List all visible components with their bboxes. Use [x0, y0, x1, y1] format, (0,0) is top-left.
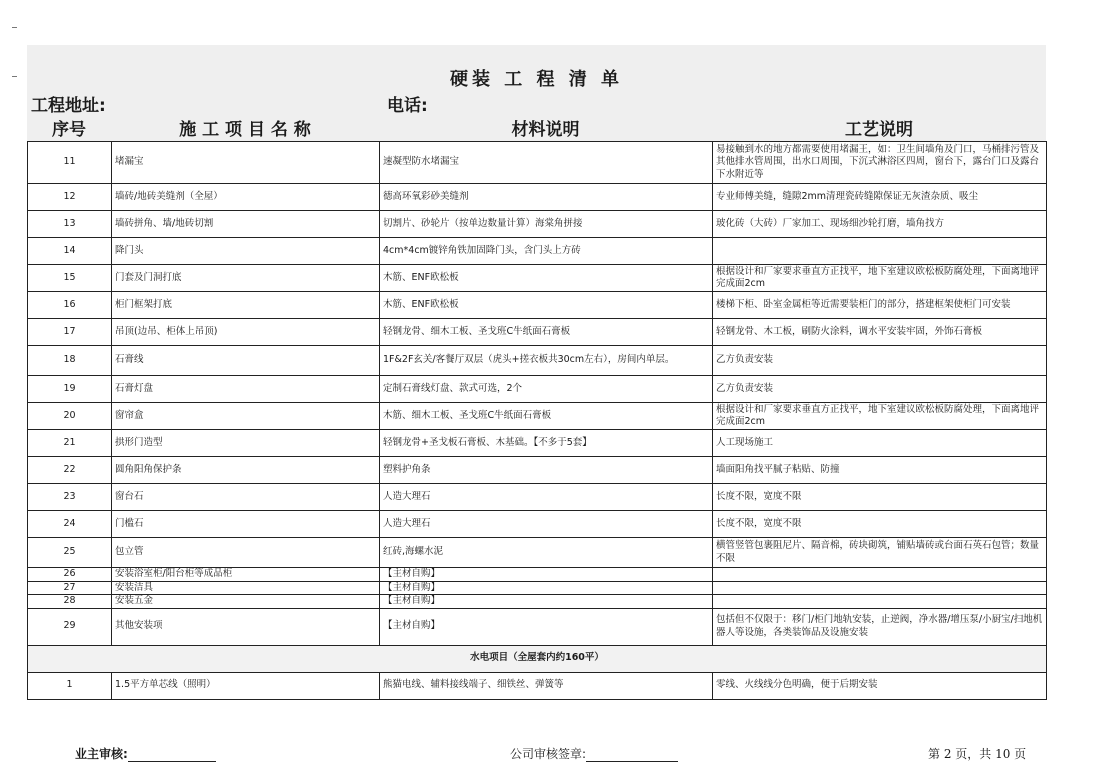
items-table: [27, 141, 1047, 700]
material-description: 德高环氧彩砂美缝剂: [380, 184, 713, 211]
item-name: 安装五金: [112, 595, 380, 609]
column-header-material: 材料说明: [511, 120, 580, 140]
row-number: 12: [28, 184, 112, 211]
process-description: 横管竖管包裹阻尼片、隔音棉，砖块砌筑，铺贴墙砖或台面石英石包管；数量不限: [713, 538, 1047, 568]
row-number: 14: [28, 238, 112, 265]
section-header-row: [28, 645, 1047, 672]
table-row: [28, 568, 1047, 582]
item-name: 圆角阳角保护条: [112, 457, 380, 484]
process-description: [713, 595, 1047, 609]
table-row: [28, 484, 1047, 511]
material-description: 轻钢龙骨、细木工板、圣戈班C牛纸面石膏板: [380, 319, 713, 346]
material-description: 4cm*4cm镀锌角铁加固降门头，含门头上方砖: [380, 238, 713, 265]
row-number: 28: [28, 595, 112, 609]
item-name: 门套及门洞打底: [112, 265, 380, 292]
row-number: 18: [28, 346, 112, 376]
item-name: 窗台石: [112, 484, 380, 511]
process-description: 乙方负责安装: [713, 346, 1047, 376]
item-name: 降门头: [112, 238, 380, 265]
item-name: 堵漏宝: [112, 142, 380, 184]
item-name: 门槛石: [112, 511, 380, 538]
table-row: [28, 376, 1047, 403]
row-number: 19: [28, 376, 112, 403]
document-sheet: [27, 45, 1046, 727]
item-name: 安装浴室柜/阳台柜等成品柜: [112, 568, 380, 582]
table-row: [28, 457, 1047, 484]
material-description: 【主材自购】: [380, 595, 713, 609]
process-description: 包括但不仅限于：移门/柜门地轨安装，止逆阀，净水器/增压泵/小厨宝/扫地机器人等设施，各类装饰品及设施安装: [713, 608, 1047, 645]
column-header-name: 施 工 项 目 名 称: [179, 120, 311, 140]
material-description: 切割片、砂轮片（按单边数量计算）海棠角拼接: [380, 211, 713, 238]
table-row: [28, 265, 1047, 292]
owner-review-label: 业主审核:: [75, 747, 128, 761]
row-number: 22: [28, 457, 112, 484]
page-number: 第 2 页，共 10 页: [928, 747, 1027, 761]
material-description: 木筋、ENF欧松板: [380, 265, 713, 292]
process-description: 玻化砖（大砖）厂家加工、现场细沙轮打磨，墙角找方: [713, 211, 1047, 238]
table-row: [28, 346, 1047, 376]
process-description: [713, 238, 1047, 265]
material-description: 【主材自购】: [380, 568, 713, 582]
row-number: 23: [28, 484, 112, 511]
row-number: 1: [28, 672, 112, 699]
table-row: [28, 672, 1047, 699]
company-review: [510, 745, 678, 762]
section-title: 水电项目（全屋套内约160平）: [28, 645, 1047, 672]
process-description: 长度不限，宽度不限: [713, 484, 1047, 511]
item-name: 石膏线: [112, 346, 380, 376]
table-row: [28, 142, 1047, 184]
table-row: [28, 238, 1047, 265]
company-signature-line: [586, 761, 678, 762]
process-description: 根据设计和厂家要求垂直方正找平，地下室建议欧松板防腐处理，下面离地评完成面2cm: [713, 265, 1047, 292]
item-name: 窗帘盒: [112, 403, 380, 430]
table-row: [28, 595, 1047, 609]
process-description: 墙面阳角找平腻子粘贴、防撞: [713, 457, 1047, 484]
process-description: 乙方负责安装: [713, 376, 1047, 403]
material-description: 木筋、ENF欧松板: [380, 292, 713, 319]
scan-mark: [12, 76, 17, 77]
row-number: 21: [28, 430, 112, 457]
owner-signature-line: [128, 761, 216, 762]
item-name: 吊顶(边吊、柜体上吊顶): [112, 319, 380, 346]
material-description: 人造大理石: [380, 484, 713, 511]
process-description: 根据设计和厂家要求垂直方正找平，地下室建议欧松板防腐处理，下面离地评完成面2cm: [713, 403, 1047, 430]
item-name: 安装洁具: [112, 581, 380, 595]
item-name: 柜门框架打底: [112, 292, 380, 319]
row-number: 11: [28, 142, 112, 184]
process-description: 长度不限，宽度不限: [713, 511, 1047, 538]
row-number: 15: [28, 265, 112, 292]
row-number: 26: [28, 568, 112, 582]
item-name: 其他安装项: [112, 608, 380, 645]
item-name: 墙砖/地砖美缝剂（全屋）: [112, 184, 380, 211]
row-number: 17: [28, 319, 112, 346]
process-description: 零线、火线线分色明确，便于后期安装: [713, 672, 1047, 699]
process-description: 轻钢龙骨、木工板，刷防火涂料，调水平安装牢固，外饰石膏板: [713, 319, 1047, 346]
material-description: 速凝型防水堵漏宝: [380, 142, 713, 184]
document-title: 硬装 工 程 清 单: [449, 69, 624, 90]
row-number: 27: [28, 581, 112, 595]
item-name: 墙砖拼角、墙/地砖切割: [112, 211, 380, 238]
process-description: 人工现场施工: [713, 430, 1047, 457]
material-description: 塑料护角条: [380, 457, 713, 484]
company-review-label: 公司审核签章:: [510, 747, 587, 761]
table-row: [28, 184, 1047, 211]
material-description: 红砖,海螺水泥: [380, 538, 713, 568]
row-number: 29: [28, 608, 112, 645]
table-row: [28, 430, 1047, 457]
table-row: [28, 319, 1047, 346]
table-row: [28, 403, 1047, 430]
material-description: 人造大理石: [380, 511, 713, 538]
process-description: [713, 568, 1047, 582]
process-description: 易接触到水的地方都需要使用堵漏王，如：卫生间墙角及门口，马桶排污管及其他排水管周围，出水口周围，下沉式淋浴区四周，窗台下，露台门口及露台下水附近等: [713, 142, 1047, 184]
row-number: 25: [28, 538, 112, 568]
item-name: 包立管: [112, 538, 380, 568]
material-description: 定制石膏线灯盘、款式可选，2个: [380, 376, 713, 403]
item-name: 拱形门造型: [112, 430, 380, 457]
table-row: [28, 211, 1047, 238]
table-row: [28, 581, 1047, 595]
column-header-process: 工艺说明: [845, 120, 913, 140]
address-label: 工程地址:: [31, 96, 106, 116]
owner-review: [75, 745, 216, 762]
table-row: [28, 538, 1047, 568]
process-description: 专业师傅美缝，缝隙2mm清理瓷砖缝隙保证无灰渣杂质、吸尘: [713, 184, 1047, 211]
row-number: 20: [28, 403, 112, 430]
material-description: 木筋、细木工板、圣戈班C牛纸面石膏板: [380, 403, 713, 430]
material-description: 熊猫电线、辅料接线端子、细铁丝、弹簧等: [380, 672, 713, 699]
item-name: 石膏灯盘: [112, 376, 380, 403]
table-row: [28, 292, 1047, 319]
phone-label: 电话:: [387, 96, 428, 116]
table-row: [28, 608, 1047, 645]
scan-mark: [12, 27, 17, 28]
item-name: 1.5平方单芯线（照明）: [112, 672, 380, 699]
column-header-no: 序号: [52, 120, 86, 140]
row-number: 13: [28, 211, 112, 238]
row-number: 24: [28, 511, 112, 538]
row-number: 16: [28, 292, 112, 319]
material-description: 【主材自购】: [380, 608, 713, 645]
material-description: 1F&2F玄关/客餐厅双层（虎头+搓衣板共30cm左右），房间内单层。: [380, 346, 713, 376]
process-description: [713, 581, 1047, 595]
table-row: [28, 511, 1047, 538]
material-description: 【主材自购】: [380, 581, 713, 595]
process-description: 楼梯下柜、卧室金属柜等近需要装柜门的部分，搭建框架使柜门可安装: [713, 292, 1047, 319]
material-description: 轻钢龙骨+圣戈板石膏板、木基础。【不多于5套】: [380, 430, 713, 457]
